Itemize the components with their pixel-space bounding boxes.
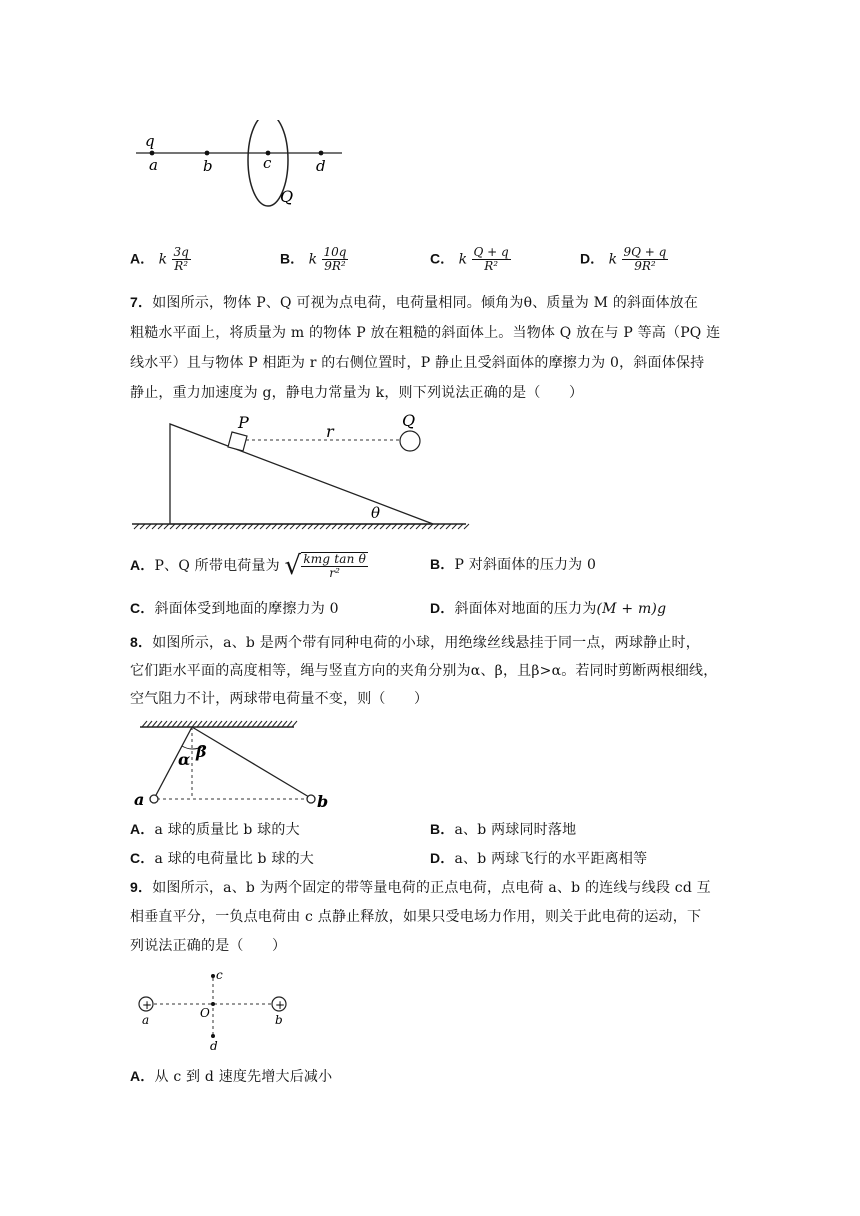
block-P <box>228 432 247 451</box>
const-k: k <box>158 251 168 268</box>
hatch-mark <box>207 721 212 727</box>
label-b: b <box>317 792 329 811</box>
option-label: C． <box>130 850 155 866</box>
hatch-mark <box>237 721 242 727</box>
option-label: B． <box>430 821 455 837</box>
option-text: P 对斜面体的压力为 0 <box>454 557 597 573</box>
hatch-mark <box>222 721 227 727</box>
question-number: 9． <box>130 879 153 895</box>
label-a: a <box>142 1013 150 1027</box>
point-a <box>150 151 155 156</box>
q8-option-a[interactable] <box>130 819 300 839</box>
q7-line-1 <box>130 292 698 312</box>
hatch-mark <box>272 721 277 727</box>
charge-Q <box>400 431 420 451</box>
label-d: d <box>316 157 326 175</box>
label-O: O <box>200 1006 210 1020</box>
q7-text-1: 如图所示，物体 P、Q 可视为点电荷，电荷量相同。倾角为θ、质量为 M 的斜面体放在 <box>152 295 699 311</box>
hatch-mark <box>217 721 222 727</box>
numerator: kmg tan θ <box>303 552 367 566</box>
numerator: Q + q <box>473 245 509 259</box>
numerator: 10q <box>323 245 347 259</box>
denominator: 9R² <box>634 259 656 273</box>
incline-body <box>170 424 433 524</box>
const-k: k <box>458 251 468 268</box>
q8-figure <box>128 715 338 813</box>
hatch-mark <box>157 721 162 727</box>
hatch-mark <box>182 721 187 727</box>
label-P: P <box>238 413 249 432</box>
ball-a <box>150 795 158 803</box>
hatch-mark <box>292 721 297 727</box>
hatch-mark <box>197 721 202 727</box>
label-theta: θ <box>371 504 381 522</box>
option-text: a 球的电荷量比 b 球的大 <box>154 851 314 867</box>
fraction <box>322 246 349 273</box>
hatch-mark <box>177 721 182 727</box>
numerator: 3q <box>173 245 189 259</box>
denominator: R² <box>484 259 499 273</box>
q9-option-a[interactable] <box>130 1066 332 1086</box>
question-number: 8． <box>130 634 153 650</box>
label-a: a <box>149 156 158 174</box>
q9-line-1 <box>130 877 711 897</box>
q7-figure <box>128 410 473 538</box>
option-text: a、b 两球同时落地 <box>454 822 577 838</box>
option-label: D． <box>430 600 455 616</box>
q8-line-3: 空气阻力不计，两球带电荷量不变，则（ ） <box>130 691 429 707</box>
hatch-mark <box>257 721 262 727</box>
q7-option-c[interactable] <box>130 598 339 618</box>
label-c: c <box>216 968 223 982</box>
option-text: a 球的质量比 b 球的大 <box>154 822 300 838</box>
string-b <box>192 727 309 797</box>
math-expression: (M + m)g <box>596 601 667 617</box>
q8-line-1 <box>130 632 700 652</box>
option-text: 斜面体对地面的压力为 <box>454 601 597 617</box>
q9-figure <box>130 966 300 1052</box>
q7-line-4: 静止，重力加速度为 g，静电力常量为 k，则下列说法正确的是（ ） <box>130 385 584 401</box>
point-d <box>319 151 324 156</box>
q9-line-2: 相垂直平分，一负点电荷由 c 点静止释放，如果只受电场力作用，则关于此电荷的运动，下 <box>130 909 702 925</box>
hatch-mark <box>277 721 282 727</box>
label-beta: β <box>196 742 207 761</box>
q7-line-2: 粗糙水平面上，将质量为 m 的物体 P 放在粗糙的斜面体上。当物体 Q 放在与 P 等高（PQ 连 <box>130 325 721 341</box>
plus-b: + <box>275 998 286 1012</box>
q8-option-c[interactable] <box>130 848 314 868</box>
q7-option-b[interactable] <box>430 554 596 574</box>
q8-option-d[interactable] <box>430 848 647 868</box>
option-text: a、b 两球飞行的水平距离相等 <box>454 851 648 867</box>
q6-option-b[interactable] <box>280 246 348 273</box>
denominator: 9R² <box>324 259 346 273</box>
label-a: a <box>134 790 145 809</box>
q7-line-3: 线水平）且与物体 P 相距为 r 的右侧位置时，P 静止且受斜面体的摩擦力为 0，斜面体保持 <box>130 355 705 371</box>
hatch-mark <box>247 721 252 727</box>
option-label: D． <box>430 850 455 866</box>
option-label: A． <box>130 1068 155 1084</box>
hatch-mark <box>167 721 172 727</box>
hatch-mark <box>172 721 177 727</box>
q8-line-2: 它们距水平面的高度相等，绳与竖直方向的夹角分别为α、β，且β>α。若同时剪断两根细线， <box>130 663 718 679</box>
q9-text-1: 如图所示，a、b 为两个固定的带等量电荷的正点电荷，点电荷 a、b 的连线与线段 cd 互 <box>152 880 711 896</box>
hatch-mark <box>162 721 167 727</box>
const-k: k <box>308 251 318 268</box>
q7-option-d[interactable] <box>430 598 666 618</box>
fraction <box>472 246 511 273</box>
label-alpha: α <box>178 750 191 769</box>
q6-option-c[interactable] <box>430 246 511 273</box>
fraction <box>301 552 368 580</box>
hatch-mark <box>202 721 207 727</box>
point-d <box>211 1034 215 1038</box>
label-Q: Q <box>402 411 416 430</box>
option-label: A． <box>130 821 155 837</box>
hatch-mark <box>252 721 257 727</box>
option-label: B． <box>280 250 305 267</box>
fraction <box>622 246 669 273</box>
label-d: d <box>210 1039 218 1052</box>
hatch-mark <box>232 721 237 727</box>
point-O <box>211 1002 215 1006</box>
hatch-mark <box>267 721 272 727</box>
option-text: P、Q 所带电荷量为 <box>154 558 280 574</box>
const-k: k <box>608 251 618 268</box>
ball-b <box>307 795 315 803</box>
label-b: b <box>275 1013 283 1027</box>
option-label: C． <box>130 600 155 616</box>
q8-option-b[interactable] <box>430 819 576 839</box>
label-c: c <box>263 154 272 172</box>
hatch-mark <box>242 721 247 727</box>
label-b: b <box>203 157 213 175</box>
q7-option-a[interactable] <box>130 552 368 580</box>
ceiling-hatch <box>142 721 297 727</box>
hatch-mark <box>282 721 287 727</box>
hatch-mark <box>227 721 232 727</box>
label-r: r <box>326 422 334 441</box>
hatch-mark <box>212 721 217 727</box>
q9-line-3: 列说法正确的是（ ） <box>130 938 287 954</box>
option-text: 斜面体受到地面的摩擦力为 0 <box>154 601 339 617</box>
q6-option-a[interactable] <box>130 246 191 273</box>
q8-text-1: 如图所示，a、b 是两个带有同种电荷的小球，用绝缘丝线悬挂于同一点，两球静止时， <box>152 635 700 651</box>
question-number: 7． <box>130 294 153 310</box>
hatch-mark <box>147 721 152 727</box>
hatch-mark <box>287 721 292 727</box>
sqrt-sign: √ <box>284 551 302 581</box>
denominator: r² <box>329 566 341 580</box>
option-text: 从 c 到 d 速度先增大后减小 <box>154 1069 333 1085</box>
denominator: R² <box>174 259 189 273</box>
option-label: A． <box>130 250 155 267</box>
label-q: q <box>145 132 155 150</box>
hatch-mark <box>187 721 192 727</box>
q6-figure <box>120 120 360 220</box>
option-label: C． <box>430 250 455 267</box>
numerator: 9Q + q <box>623 245 667 259</box>
fraction <box>172 246 191 273</box>
option-label: B． <box>430 556 455 572</box>
option-label: D． <box>580 250 605 267</box>
label-Q: Q <box>280 187 294 206</box>
plus-a: + <box>142 998 153 1012</box>
sqrt-expression <box>285 552 368 580</box>
option-label: A． <box>130 557 155 573</box>
hatch-mark <box>262 721 267 727</box>
point-c <box>211 974 215 978</box>
hatch-mark <box>142 721 147 727</box>
q6-option-d[interactable] <box>580 246 668 273</box>
point-b <box>205 151 210 156</box>
hatch-mark <box>192 721 197 727</box>
hatch-mark <box>152 721 157 727</box>
